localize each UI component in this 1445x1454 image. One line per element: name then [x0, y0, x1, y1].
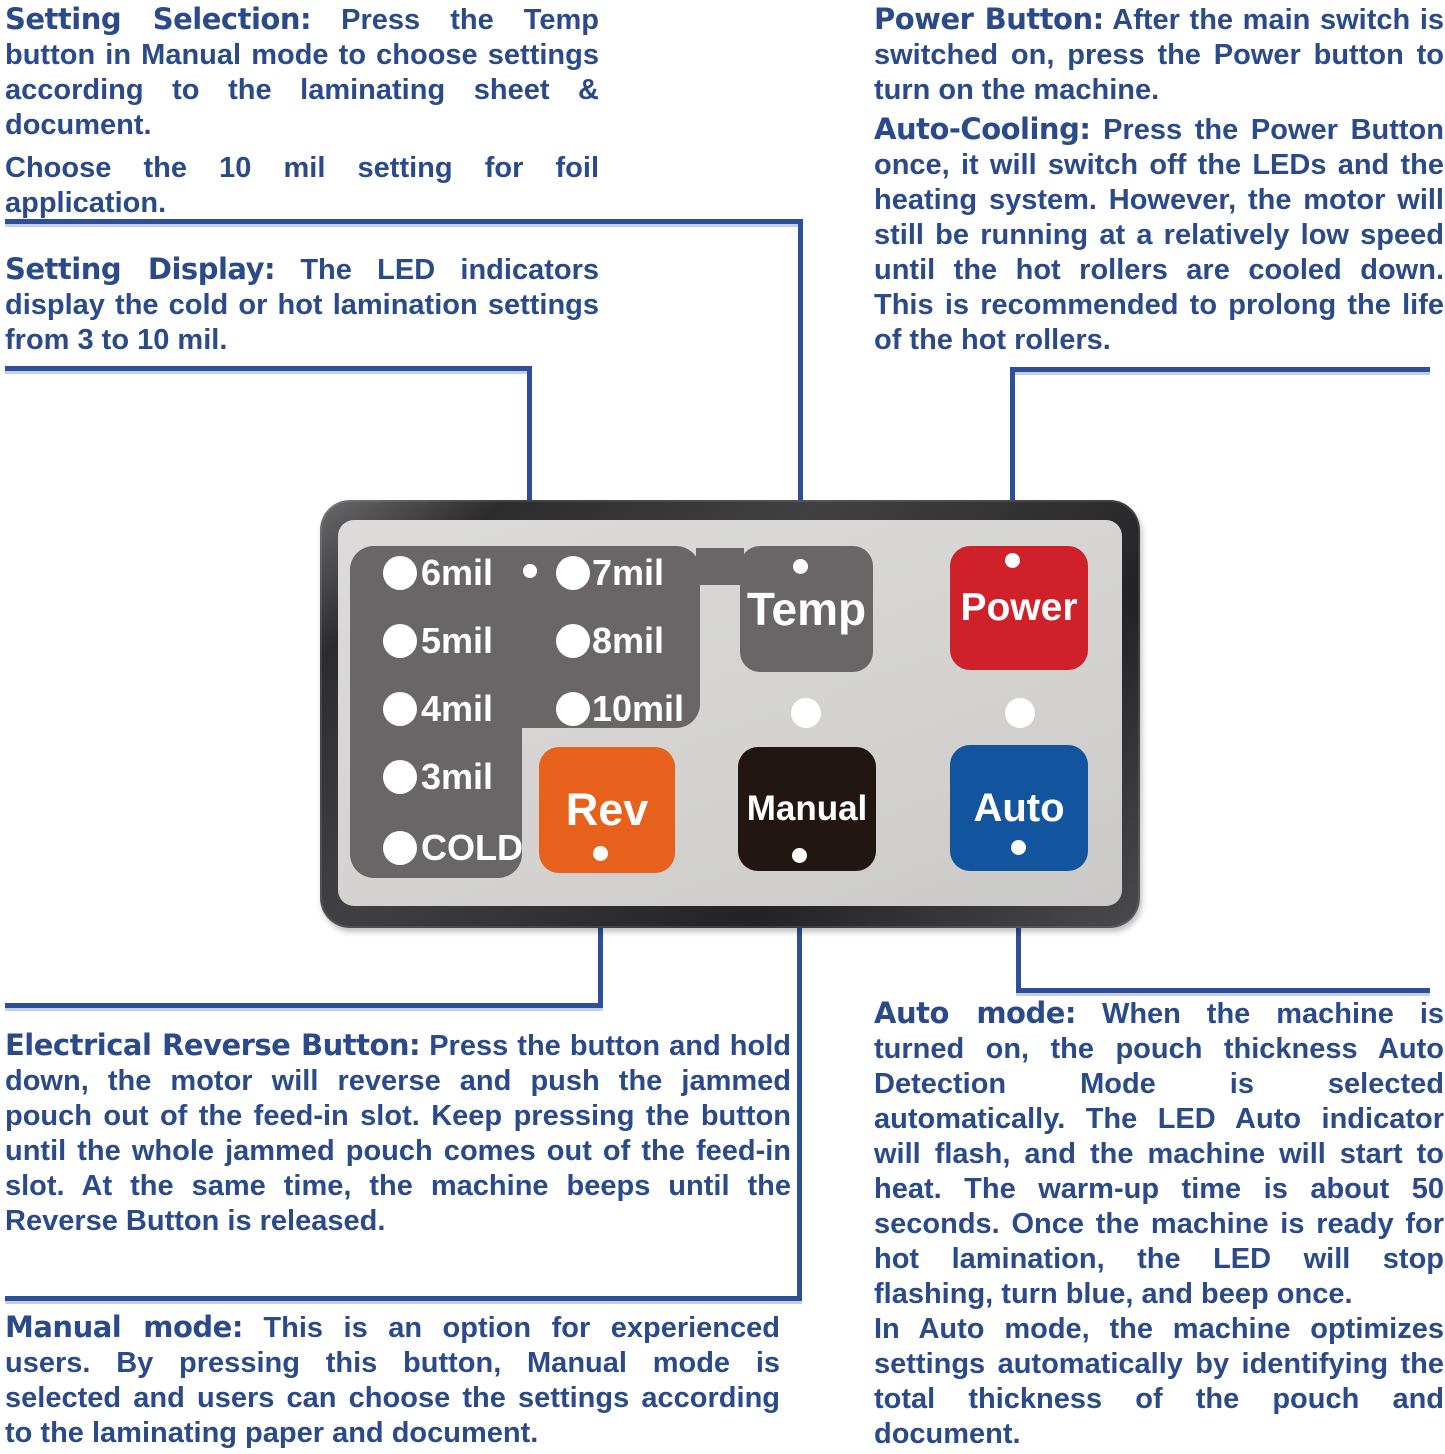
- manual-mode-status-led: [791, 698, 821, 728]
- annotation-setting-display: [5, 252, 599, 358]
- annotation-auto-mode: [874, 996, 1444, 1312]
- annotation-body: Choose the 10 mil setting for foil application.: [5, 152, 599, 219]
- annotation-heading: Power Button:: [874, 2, 1104, 36]
- led-label: 3mil: [421, 756, 494, 797]
- annotation-power-button: [874, 2, 1444, 108]
- led-4mil-indicator: [383, 692, 417, 726]
- callout-rule-auto-mode: [1016, 988, 1430, 993]
- led-5mil-indicator: [383, 624, 417, 658]
- annotation-heading: Setting Display:: [5, 252, 276, 286]
- led-label: 6mil: [421, 552, 494, 593]
- callout-rule-reverse-button: [5, 1003, 603, 1008]
- led-6mil-indicator: [383, 556, 417, 590]
- annotation-body: After the main switch is switched on, press the Power button to turn on the machine.: [874, 4, 1445, 106]
- led-10mil-indicator: [556, 692, 590, 726]
- callout-rule-manual-mode: [5, 1296, 802, 1301]
- auto-button-label: Auto: [973, 785, 1065, 830]
- led-label: 5mil: [421, 620, 494, 661]
- led-8mil-indicator: [556, 624, 590, 658]
- annotation-setting-selection: [5, 2, 599, 221]
- annotation-manual-mode: [5, 1310, 780, 1451]
- led-cold-indicator: [383, 831, 417, 865]
- power-button[interactable]: [950, 546, 1088, 670]
- temp-button-label: Temp: [746, 583, 867, 635]
- annotation-body: The LED indicators display the cold or hot lamination settings from 3 to 10 mil.: [5, 254, 599, 356]
- rev-button-label: Rev: [565, 784, 649, 835]
- annotation-body: Press the Power Button once, it will switch off the LEDs and the heating system. However, the motor will still be running at a relatively low speed until the hot rollers are cooled down. This is recommended to prolong the life of the hot rollers.: [874, 114, 1444, 356]
- led-3mil-indicator: [383, 760, 417, 794]
- callout-rule-setting-selection: [5, 219, 803, 224]
- manual-button[interactable]: [738, 747, 876, 871]
- annotation-body: Press the Temp button in Manual mode to choose settings according to the laminating sheet & document.: [5, 4, 599, 141]
- auto-mode-status-led: [1005, 698, 1035, 728]
- led-label: 10mil: [592, 688, 685, 729]
- auto-led-dot: [1011, 840, 1026, 855]
- annotation-electrical-reverse: [5, 1028, 791, 1239]
- annotation-heading: Auto-Cooling:: [874, 112, 1091, 146]
- led-label: 7mil: [592, 552, 665, 593]
- annotation-heading: Electrical Reverse Button:: [5, 1028, 421, 1062]
- manual-button-label: Manual: [746, 789, 868, 828]
- setting-display-led-dot: [523, 564, 537, 578]
- led-label: 8mil: [592, 620, 665, 661]
- annotation-body: In Auto mode, the machine optimizes settings automatically by identifying the total thickness of the pouch and document.: [874, 1313, 1444, 1450]
- led-7mil-indicator: [556, 556, 590, 590]
- led-label: 4mil: [421, 688, 494, 729]
- annotation-heading: Auto mode:: [874, 996, 1077, 1030]
- annotation-heading: Setting Selection:: [5, 2, 312, 36]
- annotation-body: This is an option for experienced users. By pressing this button, Manual mode is selected and users can choose the settings according to the laminating paper and document.: [5, 1312, 780, 1449]
- led-region-connector: [696, 548, 744, 585]
- led-label: COLD: [421, 827, 523, 868]
- callout-rule-setting-display: [5, 366, 530, 371]
- annotation-auto-cooling: [874, 112, 1444, 358]
- annotation-body: When the machine is turned on, the pouch thickness Auto Detection Mode is selected automatically. The LED Auto indicator will flash, and the machine will start to heat. The warm-up time is about 50 seconds. Once the machine is ready for hot lamination, the LED will stop flashing, turn blue, and beep once.: [874, 998, 1445, 1310]
- annotation-heading: Manual mode:: [5, 1310, 243, 1344]
- rev-led-dot: [593, 846, 608, 861]
- power-button-label: Power: [960, 586, 1078, 629]
- manual-led-dot: [792, 848, 807, 863]
- callout-rule-power-button: [1010, 367, 1430, 372]
- annotation-auto-mode-continued: [874, 1312, 1444, 1452]
- temp-led-dot: [793, 559, 808, 574]
- power-led-dot: [1005, 553, 1020, 568]
- annotation-body: Press the button and hold down, the motor will reverse and push the jammed pouch out of the feed-in slot. Keep pressing the button until the whole jammed pouch comes out of the feed-in slot. At the same time, the machine beeps until the Reverse Button is released.: [5, 1030, 791, 1237]
